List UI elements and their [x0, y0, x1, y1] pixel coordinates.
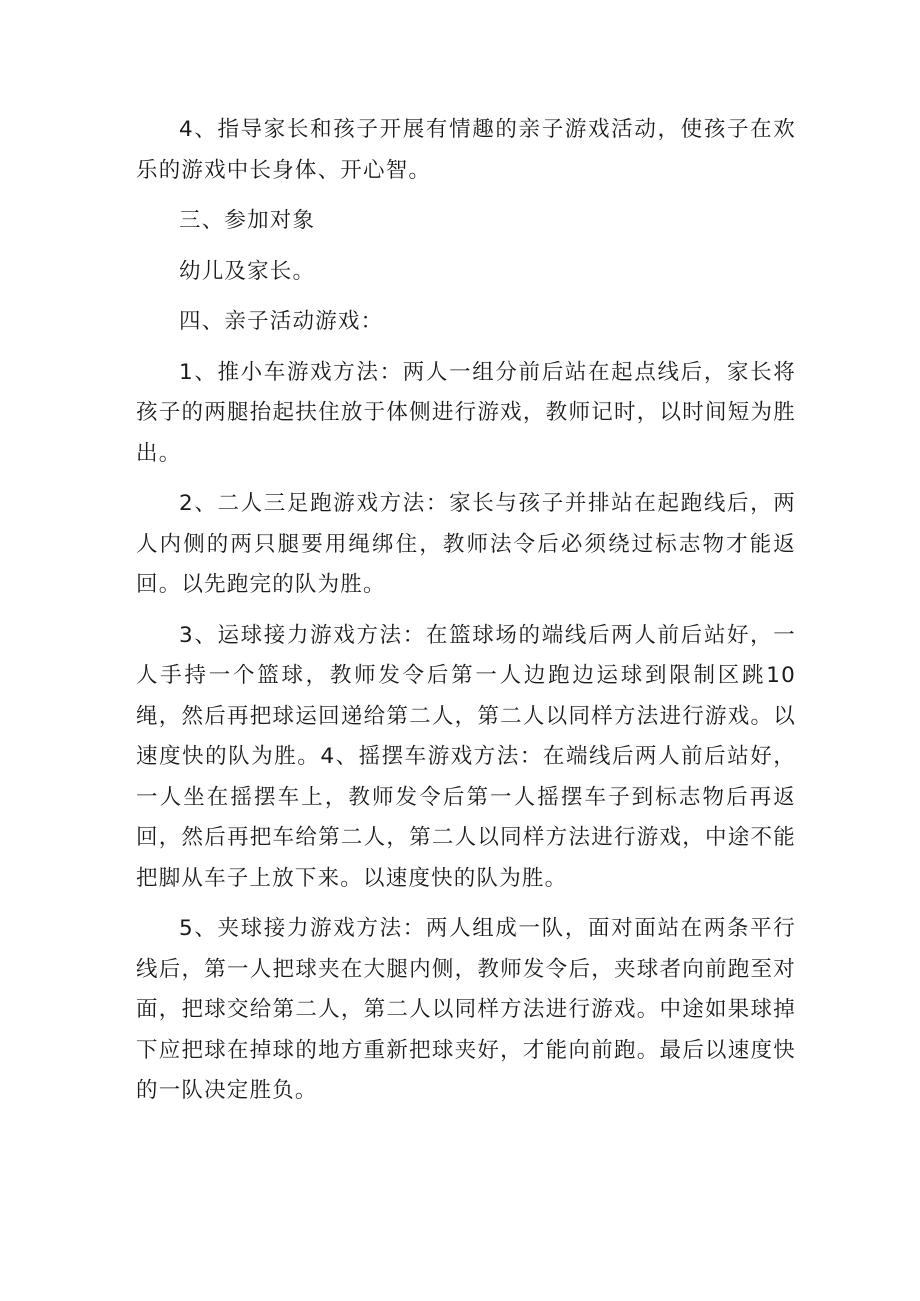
paragraph-game-3-4: 3、运球接力游戏方法：在篮球场的端线后两人前后站好，一人手持一个篮球，教师发令后第一人边跑边运球到限制区跳10绳，然后再把球运回递给第二人，第二人以同样方法进行游戏。以速度快的队为胜。4、摇摆车游戏方法：在端线后两人前后站好，一人坐在摇摆车上，教师发令后第一人摇摆车子到标志物后再返回，然后再把车给第二人，第二人以同样方法进行游戏，中途不能把脚从车子上放下来。以速度快的队为胜。 [136, 622, 796, 891]
paragraph-goal-4: 4、指导家长和孩子开展有情趣的亲子游戏活动，使孩子在欢乐的游戏中长身体、开心智。 [136, 117, 796, 183]
heading-participants: 三、参加对象 [179, 208, 316, 233]
heading-activities: 四、亲子活动游戏： [179, 309, 384, 334]
document-body [136, 110, 796, 1122]
paragraph-game-5: 5、夹球接力游戏方法：两人组成一队，面对面站在两条平行线后，第一人把球夹在大腿内侧，教师发令后，夹球者向前跑至对面，把球交给第二人，第二人以同样方法进行游戏。中途如果球掉下应把球在掉球的地方重新把球夹好，才能向前跑。最后以速度快的一队决定胜负。 [136, 916, 796, 1103]
paragraph-participants: 幼儿及家长。 [179, 258, 316, 284]
paragraph-game-1: 1、推小车游戏方法：两人一组分前后站在起点线后，家长将孩子的两腿抬起扶住放于体侧进行游戏，教师记时，以时间短为胜出。 [136, 359, 796, 466]
paragraph-game-2: 2、二人三足跑游戏方法：家长与孩子并排站在起跑线后，两人内侧的两只腿要用绳绑住，教师法令后必须绕过标志物才能返回。以先跑完的队为胜。 [136, 491, 796, 597]
